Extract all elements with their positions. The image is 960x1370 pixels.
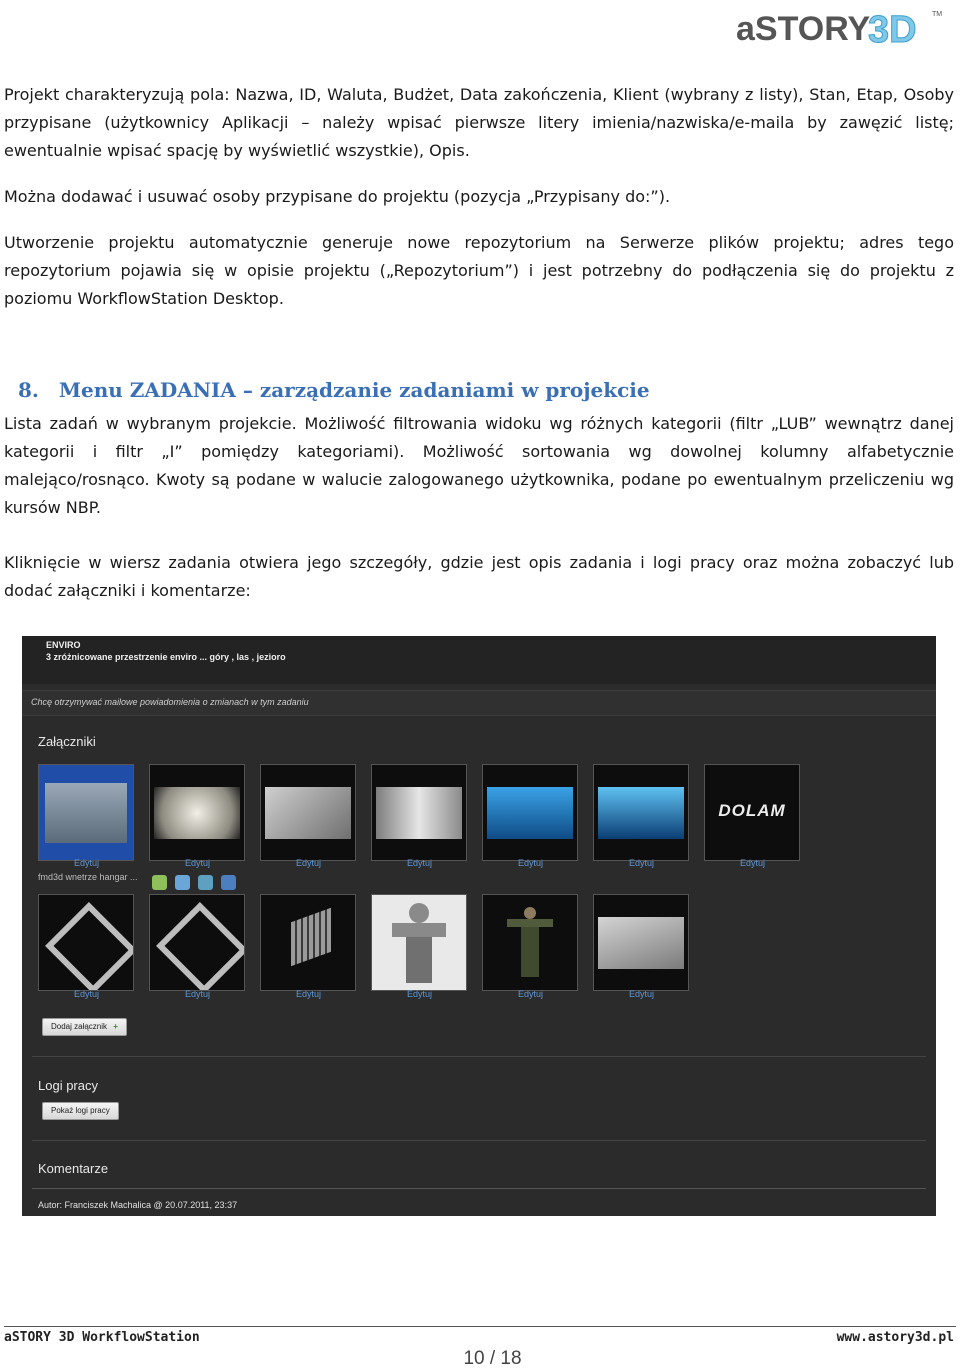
attachment-thumbnail[interactable] xyxy=(704,764,800,861)
save-icon[interactable] xyxy=(221,875,236,890)
attachment-thumbnail[interactable] xyxy=(371,764,467,861)
section-number: 8. xyxy=(18,378,39,402)
attachment-thumbnail[interactable] xyxy=(38,764,134,861)
edit-link[interactable]: Edytuj xyxy=(185,989,211,999)
paragraph-project-fields: Projekt charakteryzują pola: Nazwa, ID, Waluta, Budżet, Data zakończenia, Klient (wybrany z listy), Stan, Etap, Osoby przypisane (użytkownicy Aplikacji – należy wpisać pierwsze litery imienia/nazwiska/e-maila by zawęzić listę; ewentualnie wpisać spację by wyświetlić wszystkie), Opis. xyxy=(4,85,954,160)
preview-icon[interactable] xyxy=(152,875,167,890)
edit-link[interactable]: Edytuj xyxy=(296,989,322,999)
show-worklogs-label: Pokaż logi pracy xyxy=(51,1106,110,1115)
section-title: Menu ZADANIA – zarządzanie zadaniami w projekcie xyxy=(58,378,650,402)
edit-link[interactable]: Edytuj xyxy=(740,858,766,868)
section-divider xyxy=(32,1140,926,1141)
comment-author: Autor: Franciszek Machalica @ 20.07.2011, 23:37 xyxy=(38,1200,238,1210)
attachment-thumbnail[interactable] xyxy=(371,894,467,991)
paragraph-repository: Utworzenie projektu automatycznie generuje nowe repozytorium na Serwerze plików projektu; adres tego repozytorium pojawia się w opisie projektu („Repozytorium”) i jest potrzebny do podłączenia się do projektu z poziomu WorkflowStation Desktop. xyxy=(4,233,954,308)
paragraph-assigned-people: Można dodawać i usuwać osoby przypisane do projektu (pozycja „Przypisany do:”). xyxy=(4,187,671,206)
edit-link[interactable]: Edytuj xyxy=(407,989,433,999)
task-header xyxy=(22,636,936,684)
edit-link[interactable]: Edytuj xyxy=(185,858,211,868)
edit-link[interactable]: Edytuj xyxy=(629,989,655,999)
attachment-filename: fmd3d wnetrze hangar ... xyxy=(38,872,138,882)
attachment-thumbnail[interactable] xyxy=(38,894,134,991)
astory3d-logo xyxy=(736,2,946,50)
section-heading xyxy=(18,378,650,402)
task-title: ENVIRO xyxy=(46,640,81,650)
attachment-thumbnail[interactable] xyxy=(593,894,689,991)
footer-product: aSTORY 3D WorkflowStation xyxy=(4,1330,200,1345)
logo-tm: TM xyxy=(932,11,943,18)
logo-3d-text: 3D xyxy=(868,9,917,50)
attachment-thumbnail[interactable] xyxy=(149,764,245,861)
edit-link[interactable]: Edytuj xyxy=(518,989,544,999)
attachment-thumbnail[interactable] xyxy=(482,764,578,861)
mail-notify-option[interactable] xyxy=(22,690,936,716)
page-number: 10 / 18 xyxy=(463,1348,522,1369)
task-subtitle: 3 zróżnicowane przestrzenie enviro ... góry , las , jezioro xyxy=(46,652,286,662)
attachment-thumbnail[interactable] xyxy=(260,764,356,861)
edit-link[interactable]: Edytuj xyxy=(74,858,100,868)
section-divider xyxy=(32,1056,926,1057)
convert-icon[interactable] xyxy=(198,875,213,890)
thumbnail-logo-text: DOLAM xyxy=(718,801,786,820)
edit-link[interactable]: Edytuj xyxy=(518,858,544,868)
task-details-screenshot xyxy=(22,636,954,1216)
add-attachment-label: Dodaj załącznik xyxy=(51,1022,108,1031)
footer-divider xyxy=(4,1326,956,1327)
comments-heading: Komentarze xyxy=(38,1161,109,1176)
edit-link[interactable]: Edytuj xyxy=(629,858,655,868)
edit-link[interactable]: Edytuj xyxy=(74,989,100,999)
plus-icon: + xyxy=(113,1022,118,1031)
logo-text: aSTORY xyxy=(736,10,871,48)
add-attachment-button[interactable] xyxy=(42,1018,127,1036)
attachments-heading: Załączniki xyxy=(38,734,96,749)
section-divider xyxy=(32,1188,926,1189)
edit-link[interactable]: Edytuj xyxy=(407,858,433,868)
zoom-icon[interactable] xyxy=(175,875,190,890)
show-worklogs-button[interactable] xyxy=(42,1102,119,1120)
attachment-thumbnail[interactable] xyxy=(260,894,356,991)
edit-link[interactable]: Edytuj xyxy=(296,858,322,868)
paragraph-task-list: Lista zadań w wybranym projekcie. Możliwość filtrowania widoku wg różnych kategorii (filtr „LUB” wewnątrz danej kategorii i filtr „I” pomiędzy kategoriami). Możliwość sortowania wg dowolnej kolumny alfabetycznie malejąco/rosnąco. Kwoty są podane w walucie zalogowanego użytkownika, podane po ewentualnym przeliczeniu wg kursów NBP. xyxy=(4,414,954,517)
attachment-thumbnail[interactable] xyxy=(482,894,578,991)
footer-website: www.astory3d.pl xyxy=(836,1330,954,1345)
paragraph-task-details: Kliknięcie w wiersz zadania otwiera jego szczegóły, gdzie jest opis zadania i logi pracy oraz można zobaczyć lub dodać załączniki i komentarze: xyxy=(4,553,954,600)
attachment-thumbnail[interactable] xyxy=(149,894,245,991)
mail-notify-label: Chcę otrzymywać mailowe powiadomienia o zmianach w tym zadaniu xyxy=(31,697,309,707)
worklogs-heading: Logi pracy xyxy=(38,1078,98,1093)
attachment-thumbnail[interactable] xyxy=(593,764,689,861)
